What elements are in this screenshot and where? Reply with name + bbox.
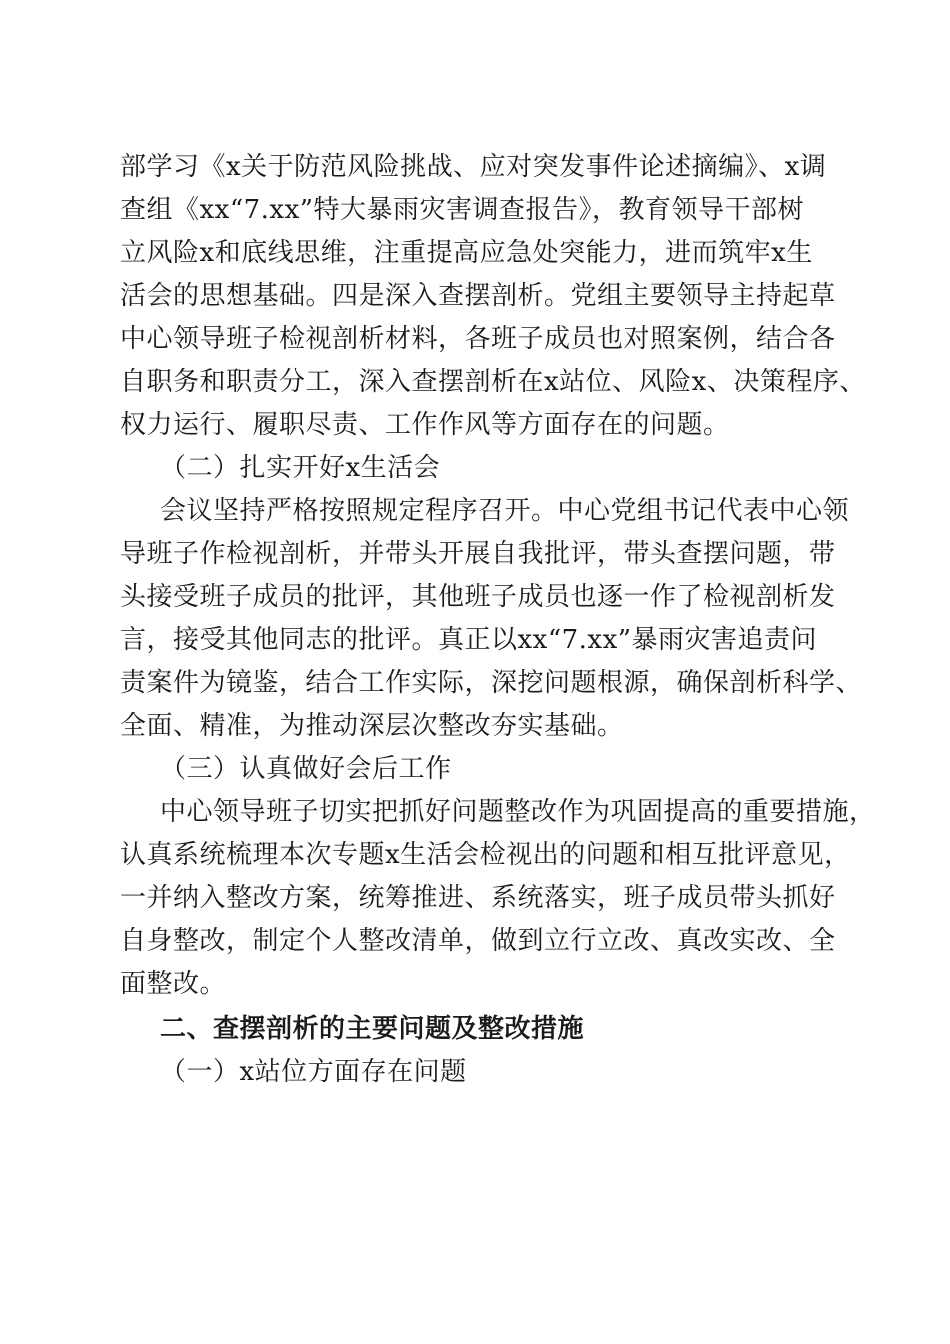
paragraph-line: 立风险x和底线思维，注重提高应急处突能力，进而筑牢x生 — [120, 238, 813, 268]
paragraph-line: 自身整改，制定个人整改清单，做到立行立改、真改实改、全 — [120, 926, 836, 956]
paragraph-line: 权力运行、履职尽责、工作作风等方面存在的问题。 — [120, 410, 730, 440]
section-heading: 二、查摆剖析的主要问题及整改措施 — [160, 1014, 585, 1044]
paragraph-line: 中心领导班子切实把抓好问题整改作为巩固提高的重要措施， — [160, 797, 876, 827]
paragraph-line: 全面、精准，为推动深层次整改夯实基础。 — [120, 711, 624, 741]
paragraph-line: 部学习《x关于防范风险挑战、应对突发事件论述摘编》、x调 — [120, 152, 827, 182]
paragraph-line: 中心领导班子检视剖析材料，各班子成员也对照案例，结合各 — [120, 324, 836, 354]
paragraph-line: 一并纳入整改方案，统筹推进、系统落实，班子成员带头抓好 — [120, 883, 836, 913]
paragraph-line: 导班子作检视剖析，并带头开展自我批评，带头查摆问题，带 — [120, 539, 836, 569]
paragraph-line: 活会的思想基础。四是深入查摆剖析。党组主要领导主持起草 — [120, 281, 836, 311]
paragraph-line: 会议坚持严格按照规定程序召开。中心党组书记代表中心领 — [160, 496, 850, 526]
subheading-3: （三）认真做好会后工作 — [160, 754, 452, 784]
paragraph-line: 查组《xx“7.xx”特大暴雨灾害调查报告》，教育领导干部树 — [120, 195, 805, 225]
paragraph-line: 自职务和职责分工，深入查摆剖析在x站位、风险x、决策程序、 — [120, 367, 866, 397]
paragraph-line: 头接受班子成员的批评，其他班子成员也逐一作了检视剖析发 — [120, 582, 836, 612]
paragraph-line: 认真系统梳理本次专题x生活会检视出的问题和相互批评意见， — [120, 840, 851, 870]
subsection-heading: （一）x站位方面存在问题 — [160, 1057, 467, 1087]
subheading-2: （二）扎实开好x生活会 — [160, 453, 441, 483]
paragraph-line: 面整改。 — [120, 969, 227, 999]
paragraph-line: 言，接受其他同志的批评。真正以xx“7.xx”暴雨灾害追责问 — [120, 625, 818, 655]
paragraph-line: 责案件为镜鉴，结合工作实际，深挖问题根源，确保剖析科学、 — [120, 668, 863, 698]
